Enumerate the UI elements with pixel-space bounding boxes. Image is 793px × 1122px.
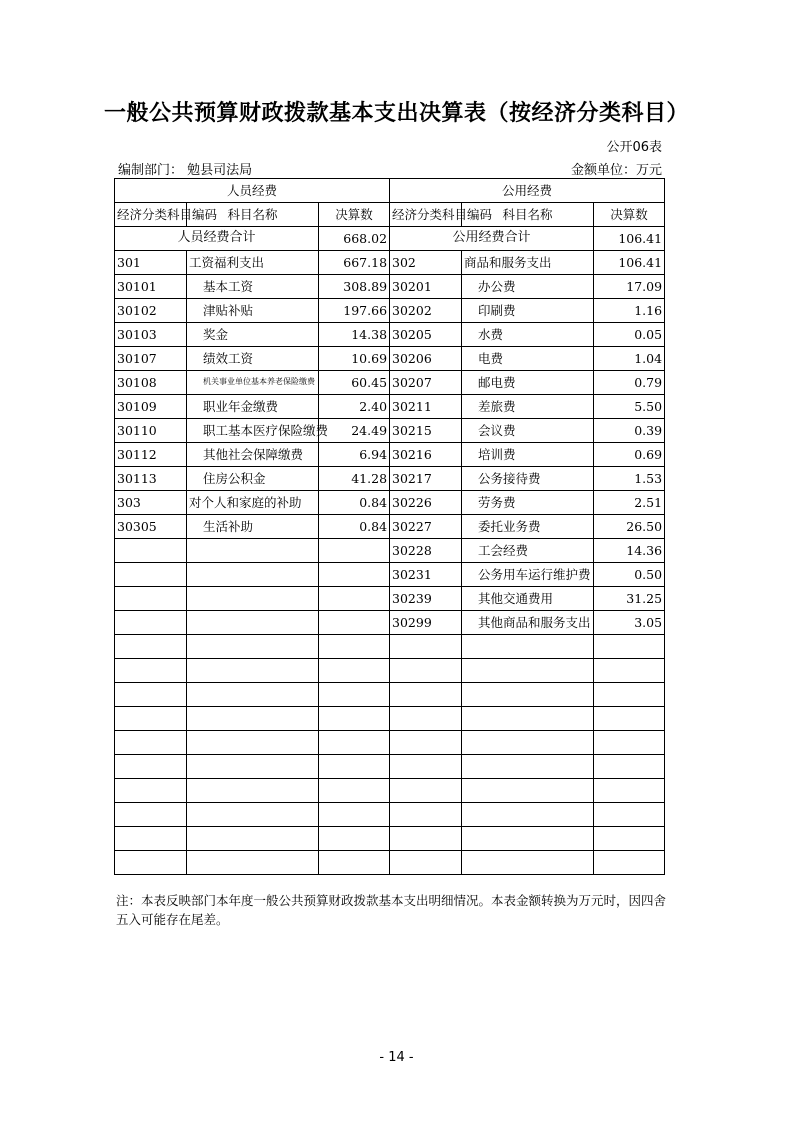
expenditure-table [114,178,665,875]
table-row [115,251,665,275]
right-name-cell: 培训费 [462,443,594,467]
header-name-left: 科目名称 [187,203,319,227]
empty-cell [462,635,594,659]
left-name-cell [187,539,319,563]
empty-cell [187,635,319,659]
empty-cell [319,755,390,779]
empty-cell [390,755,462,779]
footnote: 注：本表反映部门本年度一般公共预算财政拨款基本支出明细情况。本表金额转换为万元时，因四舍五入可能存在尾差。 [116,893,667,927]
empty-row [115,827,665,851]
personnel-total-value: 668.02 [319,227,390,251]
left-amount-cell: 0.84 [319,515,390,539]
left-name-cell: 奖金 [187,323,319,347]
header-code-right: 经济分类科目编码 [390,203,462,227]
empty-cell [594,659,665,683]
public-total-value: 106.41 [594,227,665,251]
empty-cell [462,659,594,683]
empty-cell [594,683,665,707]
empty-cell [115,779,187,803]
right-amount-cell: 2.51 [594,491,665,515]
left-amount-cell: 667.18 [319,251,390,275]
empty-cell [115,659,187,683]
left-amount-cell: 24.49 [319,419,390,443]
right-amount-cell: 0.69 [594,443,665,467]
empty-cell [319,707,390,731]
table-row [115,395,665,419]
empty-cell [115,827,187,851]
right-code-cell: 30216 [390,443,462,467]
empty-row [115,731,665,755]
table-row [115,539,665,563]
right-code-cell: 30228 [390,539,462,563]
header-name-right: 科目名称 [462,203,594,227]
left-name-cell [187,563,319,587]
personnel-total-label: 人员经费合计 [115,227,319,251]
left-code-cell [115,587,187,611]
empty-cell [594,803,665,827]
right-amount-cell: 0.79 [594,371,665,395]
left-name-cell: 工资福利支出 [187,251,319,275]
right-name-cell: 其他交通费用 [462,587,594,611]
left-name-cell [187,587,319,611]
left-amount-cell: 308.89 [319,275,390,299]
right-name-cell: 办公费 [462,275,594,299]
table-row [115,299,665,323]
left-code-cell: 301 [115,251,187,275]
header-amount-right: 决算数 [594,203,665,227]
left-name-cell: 绩效工资 [187,347,319,371]
empty-cell [390,803,462,827]
left-amount-cell [319,539,390,563]
left-code-cell [115,563,187,587]
right-name-cell: 劳务费 [462,491,594,515]
table-row [115,323,665,347]
left-name-cell: 津贴补贴 [187,299,319,323]
right-code-cell: 30239 [390,587,462,611]
table-code: 公开06表 [606,140,662,155]
right-name-cell: 商品和服务支出 [462,251,594,275]
empty-cell [115,635,187,659]
empty-cell [594,827,665,851]
empty-cell [594,635,665,659]
left-amount-cell: 2.40 [319,395,390,419]
empty-row [115,803,665,827]
right-code-cell: 30215 [390,419,462,443]
left-code-cell: 30305 [115,515,187,539]
empty-cell [187,659,319,683]
right-name-cell: 公务接待费 [462,467,594,491]
right-code-cell: 30201 [390,275,462,299]
left-amount-cell: 6.94 [319,443,390,467]
right-amount-cell: 0.05 [594,323,665,347]
right-code-cell: 30202 [390,299,462,323]
department-label: 编制部门： 勉县司法局 [118,163,253,178]
left-name-cell: 对个人和家庭的补助 [187,491,319,515]
left-name-cell: 职工基本医疗保险缴费 [187,419,319,443]
empty-cell [115,707,187,731]
left-name-cell: 职业年金缴费 [187,395,319,419]
right-code-cell: 30217 [390,467,462,491]
table-row [115,371,665,395]
header-amount-left: 决算数 [319,203,390,227]
empty-row [115,683,665,707]
table-row [115,347,665,371]
left-code-cell: 30107 [115,347,187,371]
table-row [115,275,665,299]
right-amount-cell: 5.50 [594,395,665,419]
empty-cell [319,827,390,851]
empty-cell [319,851,390,875]
table-row [115,515,665,539]
left-amount-cell: 60.45 [319,371,390,395]
left-code-cell [115,539,187,563]
left-code-cell: 30102 [115,299,187,323]
left-code-cell: 30110 [115,419,187,443]
empty-cell [187,755,319,779]
empty-cell [594,755,665,779]
empty-cell [115,755,187,779]
empty-cell [115,851,187,875]
page-number: - 14 - [379,1050,414,1065]
right-name-cell: 印刷费 [462,299,594,323]
empty-cell [390,683,462,707]
section-personnel: 人员经费 [115,179,390,203]
empty-cell [390,731,462,755]
empty-cell [594,731,665,755]
empty-cell [319,731,390,755]
right-amount-cell: 0.39 [594,419,665,443]
empty-cell [462,731,594,755]
left-amount-cell: 41.28 [319,467,390,491]
right-name-cell: 工会经费 [462,539,594,563]
empty-cell [390,659,462,683]
empty-cell [462,851,594,875]
right-code-cell: 30205 [390,323,462,347]
table-row [115,491,665,515]
empty-row [115,635,665,659]
right-code-cell: 30211 [390,395,462,419]
unit-label: 金额单位：万元 [570,163,662,178]
empty-cell [462,683,594,707]
left-amount-cell: 0.84 [319,491,390,515]
left-amount-cell: 197.66 [319,299,390,323]
table-row [115,419,665,443]
empty-cell [319,803,390,827]
empty-cell [462,779,594,803]
empty-cell [115,683,187,707]
right-amount-cell: 31.25 [594,587,665,611]
left-name-cell: 其他社会保障缴费 [187,443,319,467]
left-code-cell: 30113 [115,467,187,491]
left-code-cell: 30109 [115,395,187,419]
table-row [115,587,665,611]
empty-cell [187,731,319,755]
left-name-cell [187,611,319,635]
right-amount-cell: 26.50 [594,515,665,539]
empty-cell [594,779,665,803]
empty-cell [319,683,390,707]
right-name-cell: 会议费 [462,419,594,443]
left-amount-cell [319,587,390,611]
table-row [115,443,665,467]
header-code-left: 经济分类科目编码 [115,203,187,227]
empty-cell [462,827,594,851]
empty-cell [390,707,462,731]
empty-cell [594,851,665,875]
left-code-cell: 30108 [115,371,187,395]
left-amount-cell [319,563,390,587]
public-total-label: 公用经费合计 [390,227,594,251]
empty-row [115,755,665,779]
right-amount-cell: 1.53 [594,467,665,491]
empty-cell [390,779,462,803]
empty-row [115,659,665,683]
right-amount-cell: 1.04 [594,347,665,371]
left-name-cell: 住房公积金 [187,467,319,491]
right-amount-cell: 14.36 [594,539,665,563]
right-code-cell: 30226 [390,491,462,515]
left-name-cell: 基本工资 [187,275,319,299]
empty-cell [319,635,390,659]
empty-cell [390,851,462,875]
empty-cell [187,851,319,875]
empty-cell [187,779,319,803]
empty-cell [187,707,319,731]
right-name-cell: 委托业务费 [462,515,594,539]
empty-cell [115,803,187,827]
right-amount-cell: 0.50 [594,563,665,587]
table-row [115,467,665,491]
section-public: 公用经费 [390,179,665,203]
left-code-cell: 30101 [115,275,187,299]
left-amount-cell: 14.38 [319,323,390,347]
right-name-cell: 差旅费 [462,395,594,419]
empty-cell [594,707,665,731]
left-name-cell: 生活补助 [187,515,319,539]
empty-cell [462,707,594,731]
table-row [115,611,665,635]
left-amount-cell: 10.69 [319,347,390,371]
right-amount-cell: 3.05 [594,611,665,635]
right-name-cell: 邮电费 [462,371,594,395]
right-code-cell: 30207 [390,371,462,395]
empty-cell [390,635,462,659]
right-name-cell: 其他商品和服务支出 [462,611,594,635]
right-name-cell: 公务用车运行维护费 [462,563,594,587]
table-row [115,563,665,587]
empty-cell [187,683,319,707]
right-code-cell: 302 [390,251,462,275]
empty-cell [319,779,390,803]
right-code-cell: 30206 [390,347,462,371]
empty-cell [462,803,594,827]
right-amount-cell: 106.41 [594,251,665,275]
empty-cell [115,731,187,755]
empty-cell [390,827,462,851]
empty-row [115,779,665,803]
left-code-cell: 30103 [115,323,187,347]
left-name-cell: 机关事业单位基本养老保险缴费 [187,371,319,395]
empty-cell [319,659,390,683]
empty-cell [462,755,594,779]
left-code-cell: 30112 [115,443,187,467]
left-amount-cell [319,611,390,635]
empty-cell [187,803,319,827]
empty-row [115,851,665,875]
empty-cell [187,827,319,851]
right-amount-cell: 1.16 [594,299,665,323]
right-name-cell: 水费 [462,323,594,347]
right-code-cell: 30299 [390,611,462,635]
right-name-cell: 电费 [462,347,594,371]
page-title: 一般公共预算财政拨款基本支出决算表（按经济分类科目） [103,101,689,126]
empty-row [115,707,665,731]
right-amount-cell: 17.09 [594,275,665,299]
right-code-cell: 30231 [390,563,462,587]
right-code-cell: 30227 [390,515,462,539]
left-code-cell: 303 [115,491,187,515]
left-code-cell [115,611,187,635]
